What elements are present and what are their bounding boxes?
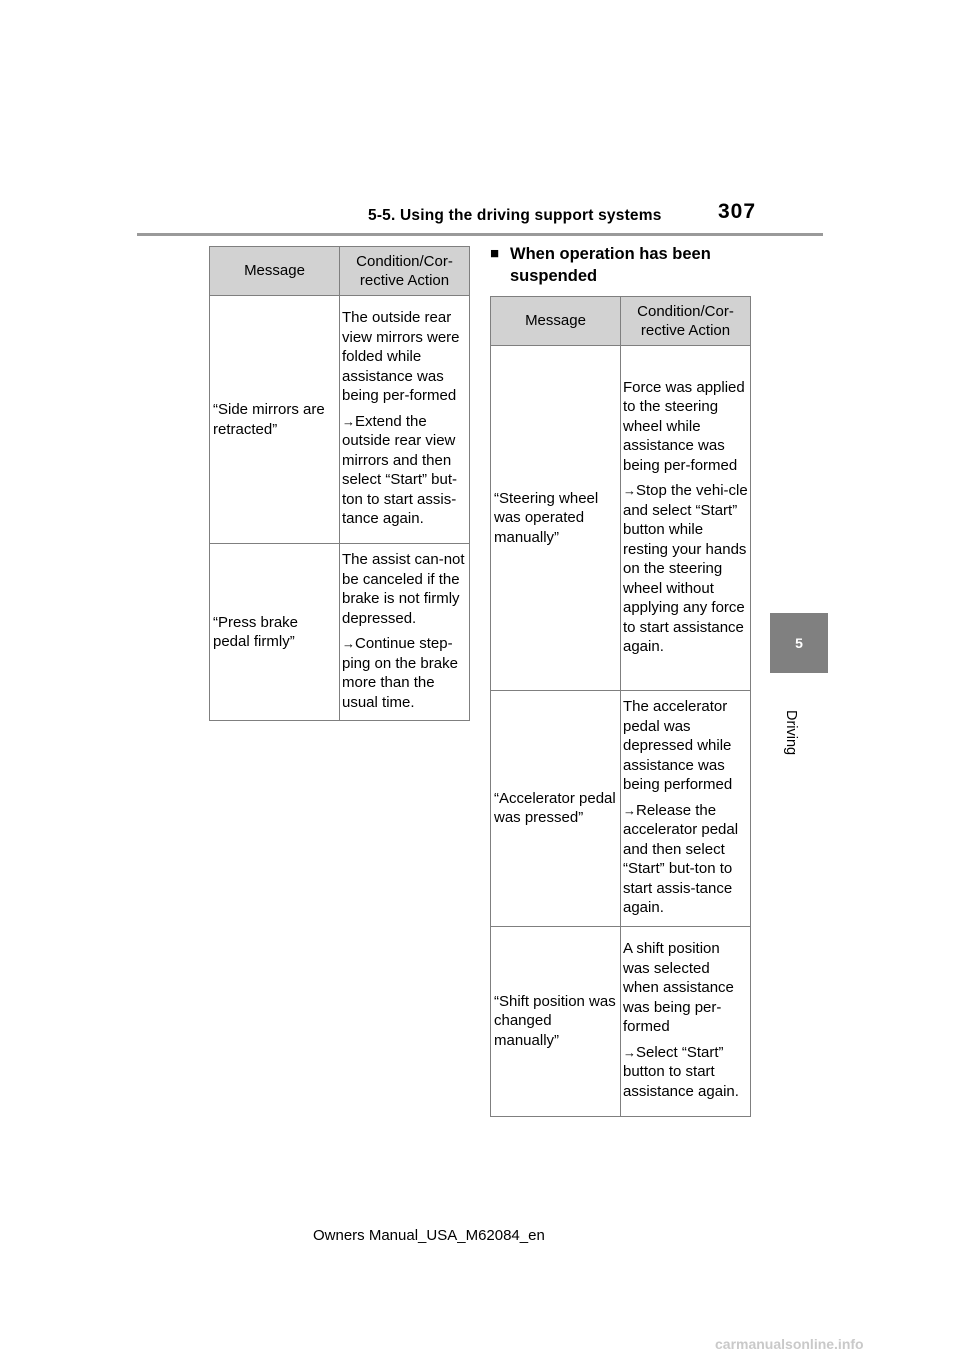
table-header-row: [491, 297, 751, 346]
condition-action-cell: [621, 346, 751, 691]
right-arrow-icon: →: [623, 1044, 636, 1060]
action-text: →Extend the outside rear view mirrors and then select “Start” but-ton to start assis-tance again.: [342, 412, 458, 528]
message-cell: “Steering wheel was operated manually”: [491, 346, 621, 691]
table-row: [491, 346, 751, 691]
condition-text: A shift position was selected when assistance was being per-formed: [623, 940, 734, 1035]
column-header-message: Message: [491, 297, 621, 346]
table-row: [491, 926, 751, 1116]
action-text: →Release the accelerator pedal and then select “Start” but-ton to start assis-tance again.: [623, 801, 739, 916]
table-row: [210, 296, 470, 544]
condition-action-cell: [621, 926, 751, 1116]
section-heading: [490, 243, 760, 287]
condition-text: The accelerator pedal was depressed while assistance was being performed: [623, 698, 733, 793]
header-divider: [137, 233, 823, 236]
table-row: [210, 544, 470, 721]
table-header-row: [210, 247, 470, 296]
message-cell: “Side mirrors are retracted”: [210, 296, 340, 544]
section-title: 5-5. Using the driving support systems: [368, 207, 662, 224]
chapter-number: 5: [795, 635, 803, 651]
page-number: 307: [718, 200, 757, 223]
condition-action-cell: [340, 544, 470, 721]
condition-text: The outside rear view mirrors were folded while assistance was being per-formed: [342, 309, 460, 405]
chapter-tab[interactable]: [770, 613, 828, 673]
column-header-condition: Condition/Cor- rective Action: [621, 297, 751, 346]
right-arrow-icon: →: [623, 802, 636, 818]
footer-text: Owners Manual_USA_M62084_en: [313, 1227, 545, 1244]
right-arrow-icon: →: [342, 413, 355, 429]
table-row: [491, 691, 751, 927]
message-table-left: [209, 246, 470, 721]
action-text: →Stop the vehi-cle and select “Start” button while resting your hands on the steering wheel without applying any force to start assistance again.: [623, 482, 748, 655]
square-bullet-icon: ■: [490, 245, 500, 262]
column-header-message: Message: [210, 247, 340, 296]
section-heading-text: When operation has been suspended: [510, 245, 711, 285]
right-arrow-icon: →: [342, 636, 355, 651]
action-text: →Select “Start” button to start assistance again.: [623, 1043, 739, 1100]
message-table-right: [490, 296, 751, 1117]
message-cell: “Shift position was changed manually”: [491, 926, 621, 1116]
action-text: →Continue step-ping on the brake more than the usual time.: [342, 635, 458, 711]
condition-action-cell: [340, 296, 470, 544]
message-cell: “Accelerator pedal was pressed”: [491, 691, 621, 927]
chapter-label: Driving: [783, 710, 799, 756]
column-header-condition: Condition/Cor- rective Action: [340, 247, 470, 296]
condition-text: The assist can-not be canceled if the brake is not firmly depressed.: [342, 551, 465, 627]
message-cell: “Press brake pedal firmly”: [210, 544, 340, 721]
watermark[interactable]: carmanualsonline.info: [715, 1336, 864, 1352]
condition-action-cell: [621, 691, 751, 927]
right-arrow-icon: →: [623, 483, 636, 498]
condition-text: Force was applied to the steering wheel while assistance was being per-formed: [623, 378, 745, 474]
